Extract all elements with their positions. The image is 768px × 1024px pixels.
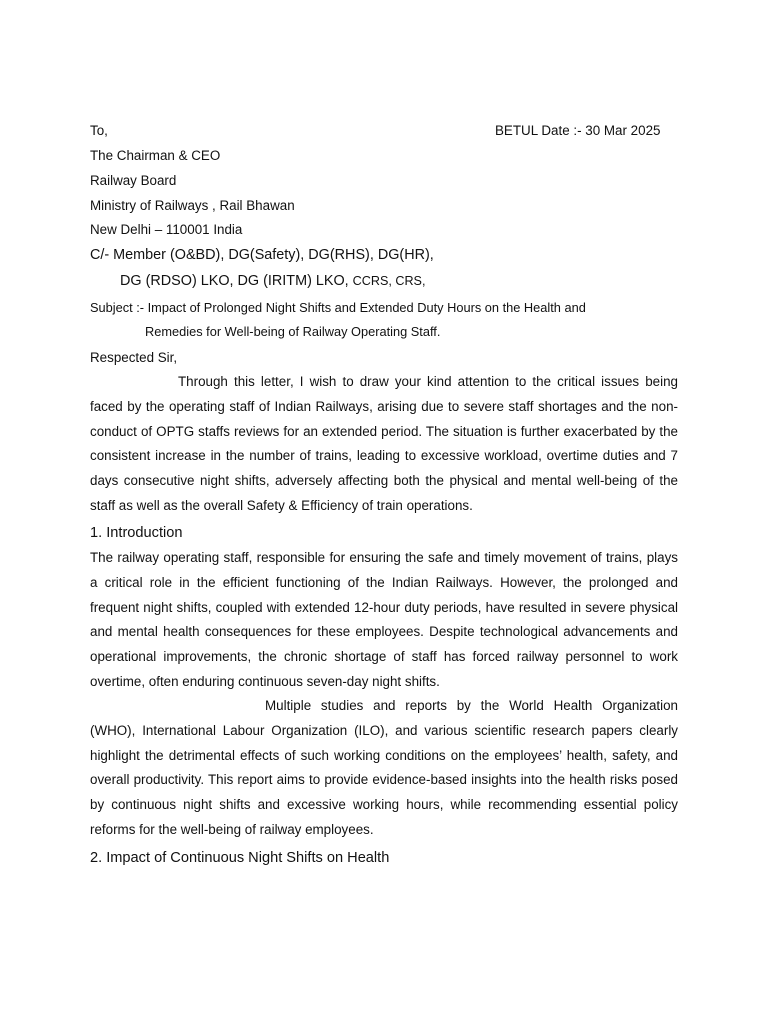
greeting: Respected Sir, bbox=[90, 350, 178, 365]
cc-line bbox=[120, 272, 425, 290]
intro-paragraph: Through this letter, I wish to draw your kind attention to the critical issues being faced by the operating staff of Indian Railways, arising due to severe staff shortages and the non-conduct of OPTG staffs reviews for an extended period. The situation is further exacerbated by the consistent increase in the number of trains, leading to excessive workload, overtime duties and 7 days consecutive night shifts, adversely affecting both the physical and mental well-being of the staff as well as the overall Safety & Efficiency of train operations. bbox=[90, 374, 678, 513]
addressee-line: The Chairman & CEO bbox=[90, 148, 221, 163]
cc-line: C/- Member (O&BD), DG(Safety), DG(RHS), DG(HR), bbox=[90, 247, 434, 263]
section-heading: 1. Introduction bbox=[90, 525, 183, 541]
cc-line-main: DG (RDSO) LKO, DG (IRITM) LKO, bbox=[120, 273, 353, 289]
body-paragraph: The railway operating staff, responsible for ensuring the safe and timely movement of trains, plays a critical role in the efficient functioning of the Indian Railways. However, the prolonged and frequent night shifts, coupled with extended 12-hour duty periods, have resulted in severe physical and mental health consequences for these employees. Despite technological advancements and operational improvements, the chronic shortage of staff has forced railway personnel to work overtime, often enduring continuous seven-day night shifts. bbox=[90, 550, 678, 689]
section-heading: 2. Impact of Continuous Night Shifts on Health bbox=[90, 850, 390, 866]
cc-line-small: CCRS, CRS, bbox=[352, 274, 426, 288]
subject-line: Subject :- Impact of Prolonged Night Shifts and Extended Duty Hours on the Health and bbox=[90, 300, 586, 315]
addressee-line: New Delhi – 110001 India bbox=[90, 222, 243, 237]
to-label: To, bbox=[90, 123, 108, 138]
addressee-line: Railway Board bbox=[90, 173, 177, 188]
place-date: BETUL Date :- 30 Mar 2025 bbox=[495, 123, 661, 138]
addressee-line: Ministry of Railways , Rail Bhawan bbox=[90, 198, 295, 213]
subject-line: Remedies for Well-being of Railway Operating Staff. bbox=[145, 324, 441, 339]
body-paragraph: Multiple studies and reports by the World Health Organization (WHO), International Labour Organization (ILO), and various scientific research papers clearly highlight the detrimental effects of such working conditions on the employees’ health, safety, and overall productivity. This report aims to provide evidence-based insights into the health risks posed by continuous night shifts and excessive working hours, while recommending essential policy reforms for the well-being of railway employees. bbox=[90, 698, 678, 837]
